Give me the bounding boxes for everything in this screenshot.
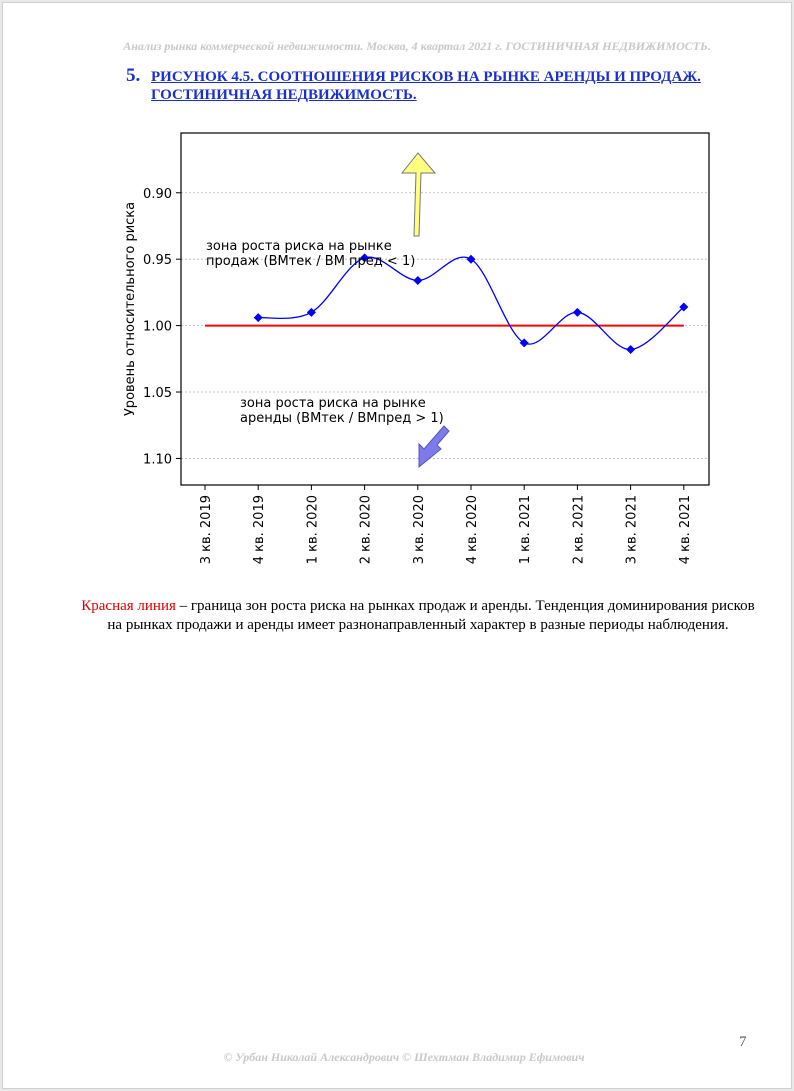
x-tick-label: 1 кв. 2021 [518, 495, 534, 565]
risk-ratio-chart [113, 121, 733, 581]
risk-ratio-line [258, 257, 684, 349]
running-footer: © Урбан Николай Александрович © Шехтман Владимир Ефимович [223, 1050, 585, 1064]
x-tick-label: 4 кв. 2021 [677, 495, 693, 565]
annotation-sales-line-2: продаж (ВМтек / ВМ пред < 1) [206, 254, 416, 269]
y-tick-label: 1.00 [143, 319, 172, 335]
data-point-marker [254, 313, 263, 322]
x-axis-ticks [199, 485, 693, 564]
y-tick-label: 1.05 [143, 386, 172, 402]
figure-number: 5. [126, 65, 141, 86]
figure-caption [73, 597, 763, 635]
x-tick-label: 2 кв. 2021 [571, 495, 587, 565]
y-axis-label: Уровень относительного риска [123, 201, 138, 417]
arrow-up-icon [402, 153, 435, 236]
x-tick-label: 2 кв. 2020 [358, 495, 374, 565]
x-tick-label: 3 кв. 2019 [199, 495, 214, 565]
annotation-sales-line-1: зона роста риска на рынке [206, 239, 392, 254]
caption-highlight: Красная линия [81, 598, 176, 614]
data-point-marker [520, 338, 529, 347]
x-tick-label: 4 кв. 2019 [252, 495, 268, 565]
x-tick-label: 3 кв. 2021 [624, 495, 640, 565]
caption-text: – граница зон роста риска на рынках продаж и аренды. Тенденция доминирования рисков на рынках продажи и аренды имеет разнонаправленный характер в разные периоды наблюдения. [107, 598, 755, 633]
running-header: Анализ рынка коммерческой недвижимости. Москва, 4 квартал 2021 г. ГОСТИНИЧНАЯ НЕДВИЖИМОСТЬ. [123, 39, 711, 53]
data-point-marker [626, 345, 635, 354]
y-axis-ticks [143, 187, 181, 468]
y-tick-label: 1.10 [143, 452, 172, 468]
annotation-rent-line-1: зона роста риска на рынке [240, 396, 426, 411]
annotation-rent-line-2: аренды (ВМтек / ВМпред > 1) [240, 411, 444, 426]
data-point-marker [307, 308, 316, 317]
data-point-marker [573, 308, 582, 317]
figure-title: РИСУНОК 4.5. СООТНОШЕНИЯ РИСКОВ НА РЫНКЕ АРЕНДЫ И ПРОДАЖ. ГОСТИНИЧНАЯ НЕДВИЖИМОСТЬ. [151, 69, 701, 103]
arrow-down-left-icon [419, 426, 449, 467]
data-point-marker [413, 276, 422, 285]
y-tick-label: 0.90 [143, 186, 172, 202]
x-tick-label: 1 кв. 2020 [305, 495, 321, 565]
document-page [2, 2, 792, 1089]
page-number: 7 [739, 1034, 747, 1050]
x-tick-label: 4 кв. 2020 [465, 495, 480, 565]
y-tick-label: 0.95 [143, 253, 172, 269]
x-tick-label: 3 кв. 2020 [411, 495, 427, 565]
